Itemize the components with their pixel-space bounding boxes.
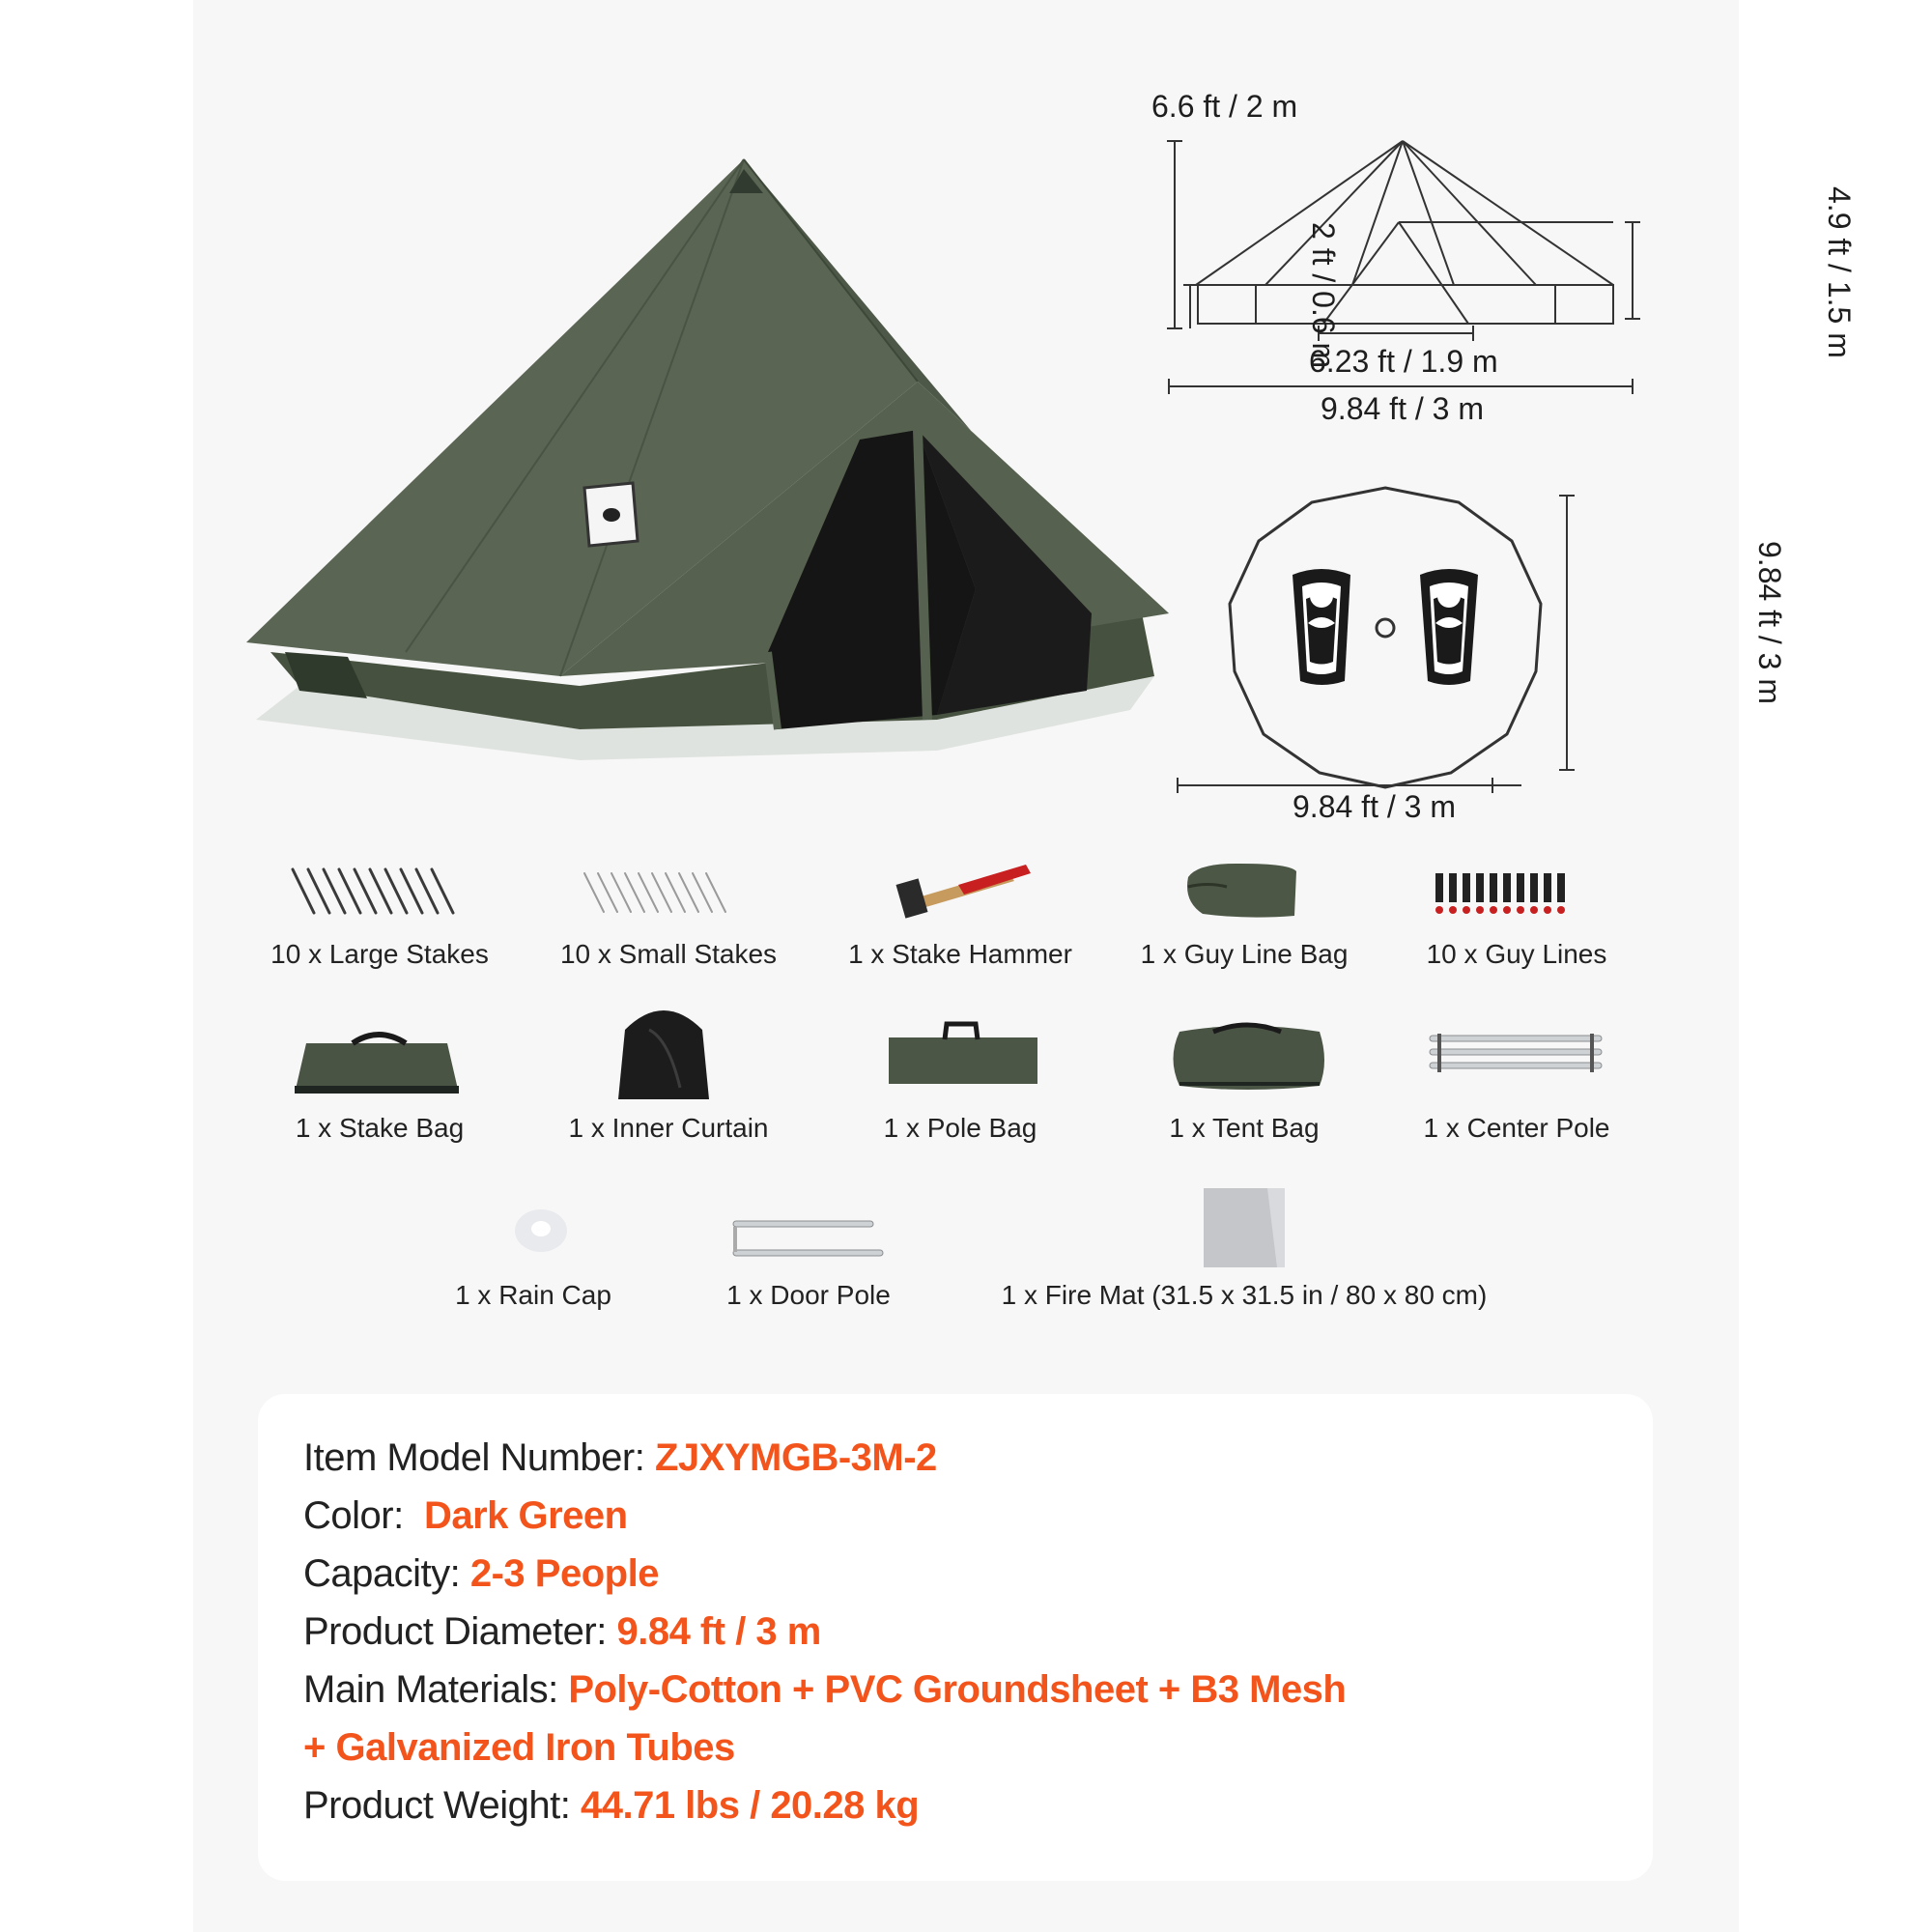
spec-weight-row	[303, 1784, 919, 1828]
door-width-label: 6.23 ft / 1.9 m	[1309, 344, 1498, 379]
tent-bag-icon	[1165, 1018, 1329, 1094]
spec-model-row	[303, 1436, 937, 1480]
pole-bag-icon	[887, 1018, 1041, 1088]
spec-key: Product Diameter:	[303, 1610, 617, 1653]
door-height-label: 4.9 ft / 1.5 m	[1822, 186, 1857, 358]
spec-value: Poly-Cotton + PVC Groundsheet + B3 Mesh	[568, 1668, 1347, 1711]
accessory-label: 1 x Fire Mat (31.5 x 31.5 in / 80 x 80 cm)	[1001, 1280, 1488, 1310]
spec-color-row	[303, 1494, 628, 1538]
tent-photo	[242, 150, 1227, 778]
spec-diameter-row	[303, 1610, 821, 1654]
accessory-label: 1 x Door Pole	[726, 1280, 891, 1310]
spec-key: Color:	[303, 1494, 424, 1537]
sleeping-bag-left-icon	[1293, 569, 1350, 685]
door-pole-icon	[729, 1217, 884, 1265]
floor-width-label: 9.84 ft / 3 m	[1293, 789, 1456, 824]
hammer-icon	[891, 860, 1036, 923]
small-stakes-icon	[580, 869, 744, 916]
spec-value: + Galvanized Iron Tubes	[303, 1726, 735, 1769]
height-total-label: 6.6 ft / 2 m	[1151, 89, 1298, 124]
floor-depth-label: 9.84 ft / 3 m	[1752, 541, 1787, 704]
center-pole-marker	[1377, 619, 1394, 637]
spec-value: ZJXYMGB-3M-2	[654, 1436, 937, 1479]
accessory-label: 1 x Stake Bag	[295, 1113, 465, 1143]
accessory-label: 1 x Stake Hammer	[848, 939, 1072, 969]
spec-value: 44.71 lbs / 20.28 kg	[580, 1784, 920, 1827]
inner-curtain-icon	[611, 1001, 717, 1102]
spec-value: Dark Green	[423, 1494, 628, 1537]
accessory-label: 10 x Large Stakes	[270, 939, 489, 969]
spec-value: 9.84 ft / 3 m	[616, 1610, 821, 1653]
accessory-label: 1 x Inner Curtain	[568, 1113, 769, 1143]
accessory-label: 1 x Rain Cap	[455, 1280, 611, 1310]
accessory-label: 1 x Guy Line Bag	[1140, 939, 1349, 969]
accessory-label: 1 x Pole Bag	[883, 1113, 1037, 1143]
spec-key: Main Materials:	[303, 1668, 569, 1711]
spec-materials-continued-row	[303, 1726, 735, 1770]
base-width-label: 9.84 ft / 3 m	[1321, 391, 1484, 426]
accessory-label: 10 x Guy Lines	[1426, 939, 1607, 969]
accessory-label: 1 x Tent Bag	[1169, 1113, 1320, 1143]
spec-key: Item Model Number:	[303, 1436, 655, 1479]
spec-capacity-row	[303, 1552, 659, 1596]
center-pole-icon	[1428, 1032, 1606, 1074]
large-stakes-icon	[285, 865, 473, 918]
spec-key: Product Weight:	[303, 1784, 581, 1827]
spec-materials-row	[303, 1668, 1346, 1712]
rain-cap-icon	[512, 1206, 570, 1254]
spec-value: 2-3 People	[469, 1552, 659, 1595]
guy-line-bag-icon	[1179, 858, 1304, 921]
guy-lines-icon	[1432, 869, 1577, 920]
wall-height-label: 2 ft / 0.6 m	[1306, 222, 1341, 369]
fire-mat-icon	[1200, 1184, 1287, 1269]
spec-key: Capacity:	[303, 1552, 470, 1595]
accessory-label: 10 x Small Stakes	[559, 939, 778, 969]
sleeping-bag-right-icon	[1420, 569, 1478, 685]
stake-bag-icon	[295, 1024, 464, 1096]
floor-plan-diagram	[1217, 478, 1623, 807]
accessory-label: 1 x Center Pole	[1423, 1113, 1610, 1143]
specifications-card	[258, 1394, 1653, 1881]
